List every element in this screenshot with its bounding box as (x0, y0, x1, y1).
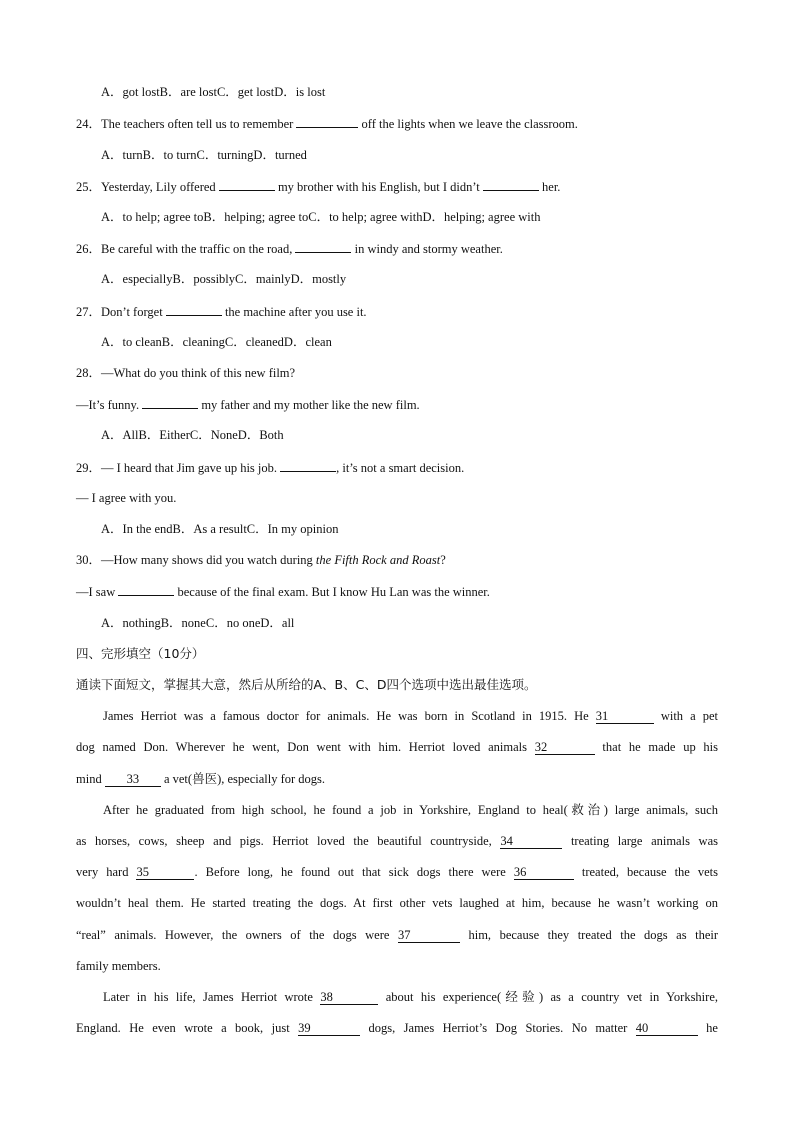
passage-line: wouldn’t heal them. He started treating the dogs. At first other vets laughed at him, because he wasn’t working on (76, 896, 718, 910)
q25-options: A．to help; agree toB．helping; agree toC．to help; agree withD．helping; agree with (101, 210, 541, 224)
q28-options: A．AllB．EitherC．NoneD．Both (101, 428, 284, 442)
q29-stem: 29．— I heard that Jim gave up his job. , it’s not a smart decision. (76, 461, 465, 475)
section-instruction: 通读下面短文，掌握其大意，然后从所给的A、B、C、D四个选项中选出最佳选项。 (76, 677, 537, 692)
blank-33[interactable]: 33 (105, 773, 161, 787)
q25-stem: 25．Yesterday, Lily offered my brother with his English, but I didn’t her. (76, 180, 561, 194)
section-heading: 四、完形填空（10分） (76, 646, 205, 661)
blank-32[interactable]: 32 (535, 741, 595, 755)
answer-blank[interactable] (118, 583, 174, 596)
q30-stem: 30．—How many shows did you watch during the Fifth Rock and Roast? (76, 553, 446, 567)
q24-options: A．turnB．to turnC．turningD．turned (101, 148, 307, 162)
passage-line: England. He even wrote a book, just 39 dogs, James Herriot’s Dog Stories. No matter 40 he (76, 1021, 718, 1035)
blank-40[interactable]: 40 (636, 1022, 698, 1036)
q29-options: A．In the endB．As a resultC．In my opinion (101, 522, 339, 536)
passage-line: James Herriot was a famous doctor for animals. He was born in Scotland in 1915. He 31 with a pet (103, 709, 718, 723)
blank-38[interactable]: 38 (320, 991, 378, 1005)
blank-39[interactable]: 39 (298, 1022, 360, 1036)
passage-line: family members. (76, 959, 161, 973)
q30-options: A．nothingB．noneC．no oneD．all (101, 616, 295, 630)
q24-stem: 24．The teachers often tell us to remember off the lights when we leave the classroom. (76, 117, 578, 131)
answer-blank[interactable] (296, 115, 358, 128)
passage-line: dog named Don. Wherever he went, Don went with him. Herriot loved animals 32 that he made up his (76, 740, 718, 754)
q30-reply: —I saw because of the final exam. But I know Hu Lan was the winner. (76, 585, 490, 599)
answer-blank[interactable] (280, 459, 336, 472)
q23-options: A．got lostB．are lostC．get lostD．is lost (101, 85, 326, 99)
q29-reply: — I agree with you. (76, 491, 177, 505)
q28-reply: —It’s funny. my father and my mother like the new film. (76, 398, 420, 412)
q26-options: A．especiallyB．possiblyC．mainlyD．mostly (101, 272, 347, 286)
passage-line: mind 33 a vet(兽医), especially for dogs. (76, 771, 326, 786)
blank-35[interactable]: 35 (136, 866, 194, 880)
blank-37[interactable]: 37 (398, 929, 460, 943)
q27-options: A．to cleanB．cleaningC．cleanedD．clean (101, 335, 332, 349)
passage-line: Later in his life, James Herriot wrote 38 about his experience(经验) as a country vet in Yorkshire, (103, 989, 718, 1004)
passage-line: “real” animals. However, the owners of the dogs were 37 him, because they treated the dogs as their (76, 928, 719, 942)
passage-line: After he graduated from high school, he found a job in Yorkshire, England to heal(救治) large animals, such (103, 802, 718, 817)
q27-stem: 27．Don’t forget the machine after you use it. (76, 305, 367, 319)
passage-line: very hard 35 . Before long, he found out that sick dogs there were 36 treated, because the vets (76, 865, 719, 879)
q28-stem: 28．—What do you think of this new film? (76, 366, 296, 380)
blank-36[interactable]: 36 (514, 866, 574, 880)
q26-stem: 26．Be careful with the traffic on the road, in windy and stormy weather. (76, 242, 503, 256)
answer-blank[interactable] (295, 240, 351, 253)
answer-blank[interactable] (142, 396, 198, 409)
answer-blank[interactable] (483, 178, 539, 191)
blank-34[interactable]: 34 (500, 835, 562, 849)
answer-blank[interactable] (219, 178, 275, 191)
passage-line: as horses, cows, sheep and pigs. Herriot loved the beautiful countryside, 34 treating large animals was (76, 834, 718, 848)
answer-blank[interactable] (166, 303, 222, 316)
blank-31[interactable]: 31 (596, 710, 654, 724)
